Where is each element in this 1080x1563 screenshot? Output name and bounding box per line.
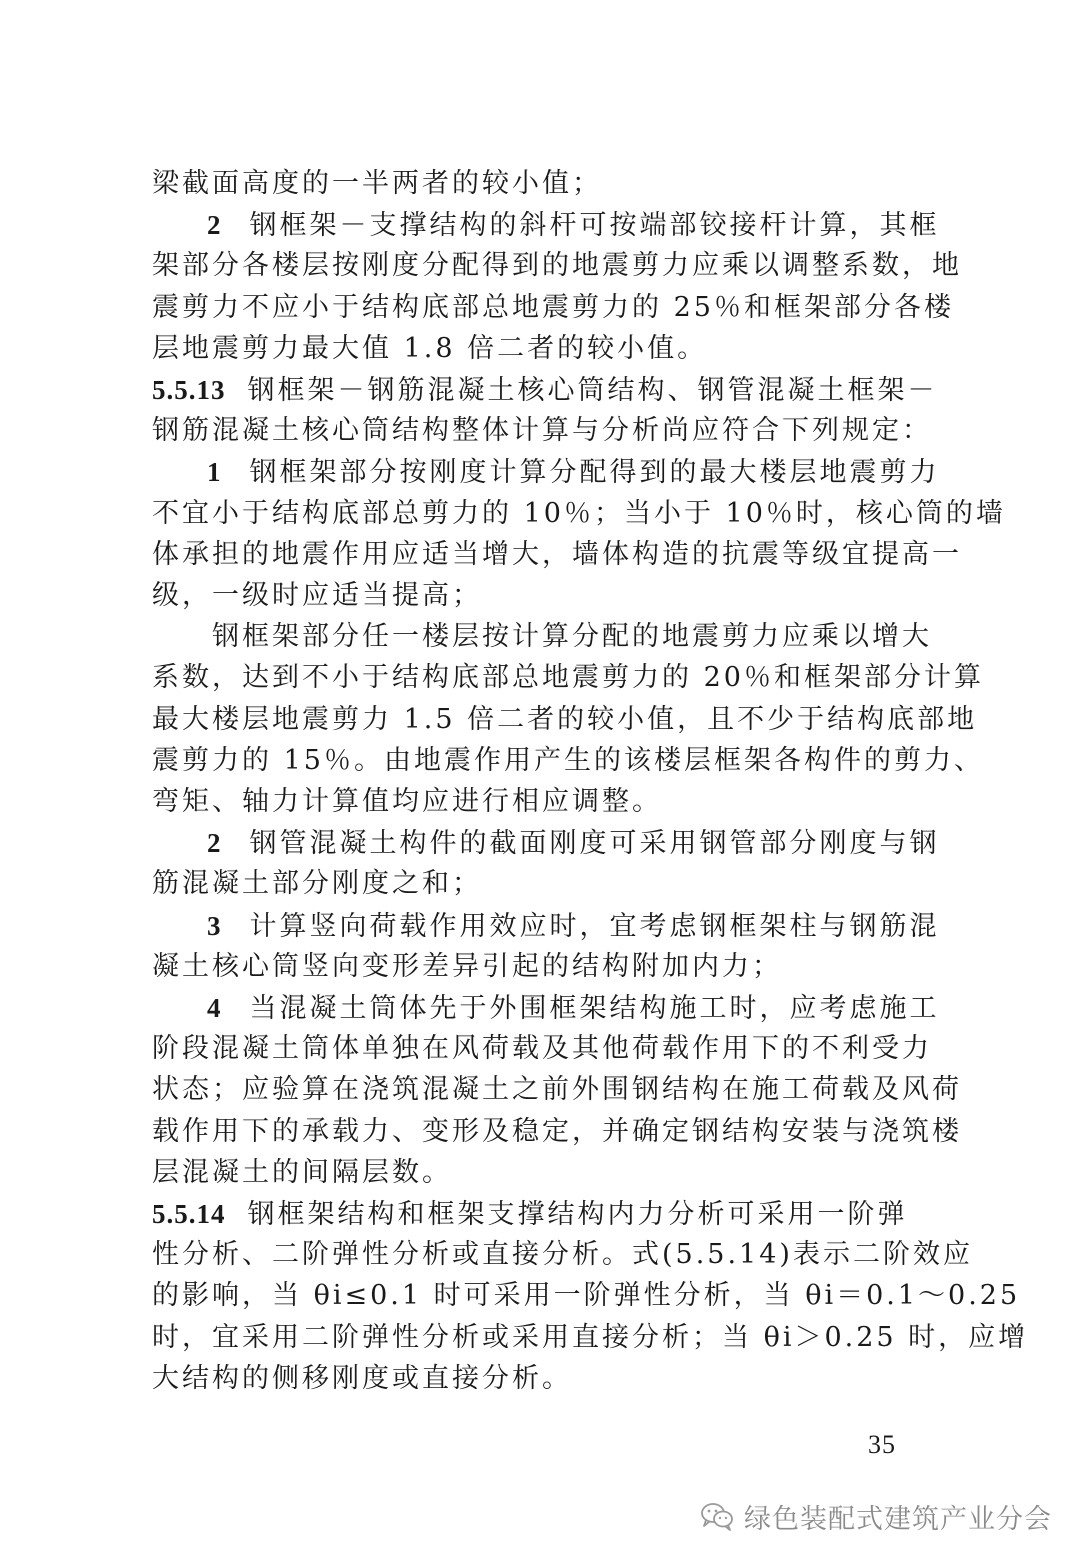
item-number: 3 bbox=[207, 910, 224, 941]
line-text: 层混凝土的间隔层数。 bbox=[152, 1156, 452, 1188]
line-text: 系数，达到不小于结构底部总地震剪力的 20％和框架部分计算 bbox=[152, 662, 984, 694]
line-text: 级，一级时应适当提高； bbox=[152, 580, 482, 611]
text-line bbox=[152, 1113, 962, 1151]
line-text: 时，宜采用二阶弹性分析或采用直接分析；当 θi＞0.25 时，应增 bbox=[152, 1321, 1029, 1353]
text-line bbox=[152, 412, 932, 450]
text-line bbox=[152, 742, 984, 780]
text-line bbox=[152, 247, 962, 285]
wechat-icon bbox=[700, 1501, 734, 1531]
text-line bbox=[152, 1277, 1021, 1315]
text-line bbox=[152, 1154, 932, 1192]
text-line bbox=[152, 783, 932, 821]
line-text: 筋混凝土部分刚度之和； bbox=[152, 868, 482, 900]
text-line bbox=[152, 948, 932, 986]
item-number: 2 bbox=[207, 210, 224, 241]
line-text: 钢框架结构和框架支撑结构内力分析可采用一阶弹 bbox=[247, 1199, 908, 1230]
watermark-text: 绿色装配式建筑产业分会 bbox=[744, 1503, 1052, 1535]
text-line bbox=[152, 1195, 932, 1234]
line-text: 计算竖向荷载作用效应时，宜考虑钢框架柱与钢筋混 bbox=[249, 910, 940, 942]
line-text: 状态；应验算在浇筑混凝土之前外围钢结构在施工荷载及风荷 bbox=[152, 1074, 962, 1106]
line-text: 载作用下的承载力、变形及稳定，并确定钢结构安装与浇筑楼 bbox=[152, 1115, 962, 1147]
line-text: 凝土核心筒竖向变形差异引起的结构附加内力； bbox=[152, 950, 782, 982]
line-text: 不宜小于结构底部总剪力的 10％；当小于 10％时，核心筒的墙 bbox=[152, 497, 1006, 529]
line-text: 震剪力不应小于结构底部总地震剪力的 25％和框架部分各楼 bbox=[152, 291, 954, 323]
line-text: 钢筋混凝土核心筒结构整体计算与分析尚应符合下列规定： bbox=[152, 415, 932, 447]
line-text: 当混凝土筒体先于外围框架结构施工时，应考虑施工 bbox=[249, 993, 940, 1024]
line-text: 层地震剪力最大值 1.8 倍二者的较小值。 bbox=[152, 332, 708, 364]
item-number: 2 bbox=[207, 828, 224, 859]
text-line bbox=[152, 165, 932, 203]
line-text: 钢框架－支撑结构的斜杆可按端部铰接杆计算，其框 bbox=[249, 210, 940, 242]
watermark bbox=[700, 1496, 1052, 1536]
text-line bbox=[207, 989, 940, 1028]
line-text: 的影响，当 θi≤0.1 时可采用一阶弹性分析，当 θi＝0.1～0.25 bbox=[152, 1280, 1021, 1312]
text-line bbox=[152, 701, 978, 739]
text-line bbox=[207, 206, 940, 245]
text-line bbox=[152, 1360, 932, 1398]
line-text: 钢框架部分任一楼层按计算分配的地震剪力应乘以增大 bbox=[212, 621, 932, 653]
text-line bbox=[152, 1236, 973, 1274]
text-line bbox=[152, 536, 962, 574]
line-text: 阶段混凝土筒体单独在风荷载及其他荷载作用下的不利受力 bbox=[152, 1033, 932, 1065]
text-line bbox=[152, 495, 1006, 533]
text-line bbox=[152, 659, 984, 697]
text-line bbox=[152, 865, 932, 903]
clause-number: 5.5.14 bbox=[152, 1199, 226, 1229]
line-text: 震剪力的 15％。由地震作用产生的该楼层框架各构件的剪力、 bbox=[152, 744, 984, 776]
line-text: 钢管混凝土构件的截面刚度可采用钢管部分刚度与钢 bbox=[249, 828, 940, 860]
text-line bbox=[207, 824, 940, 863]
text-line bbox=[212, 618, 932, 656]
line-text: 性分析、二阶弹性分析或直接分析。式(5.5.14)表示二阶效应 bbox=[152, 1239, 973, 1271]
line-text: 最大楼层地震剪力 1.5 倍二者的较小值，且不少于结构底部地 bbox=[152, 703, 978, 735]
line-text: 体承担的地震作用应适当增大，墙体构造的抗震等级宜提高一 bbox=[152, 538, 962, 570]
line-text: 梁截面高度的一半两者的较小值； bbox=[152, 168, 602, 199]
item-number: 4 bbox=[207, 993, 224, 1023]
text-line bbox=[152, 371, 938, 410]
text-line bbox=[207, 907, 940, 946]
line-text: 架部分各楼层按刚度分配得到的地震剪力应乘以调整系数，地 bbox=[152, 250, 962, 282]
item-number: 1 bbox=[207, 457, 224, 488]
text-line bbox=[152, 1071, 962, 1109]
text-line bbox=[152, 1030, 932, 1068]
clause-number: 5.5.13 bbox=[152, 375, 226, 405]
line-text: 钢框架部分按刚度计算分配得到的最大楼层地震剪力 bbox=[249, 457, 940, 489]
text-line bbox=[152, 330, 932, 368]
line-text: 钢框架－钢筋混凝土核心筒结构、钢管混凝土框架－ bbox=[247, 375, 938, 406]
page-number: 35 bbox=[868, 1430, 896, 1459]
line-text: 弯矩、轴力计算值均应进行相应调整。 bbox=[152, 786, 662, 817]
line-text: 大结构的侧移刚度或直接分析。 bbox=[152, 1362, 572, 1394]
text-line bbox=[207, 453, 940, 492]
text-line bbox=[152, 1319, 1029, 1357]
text-line bbox=[152, 289, 954, 327]
text-line bbox=[152, 577, 932, 615]
